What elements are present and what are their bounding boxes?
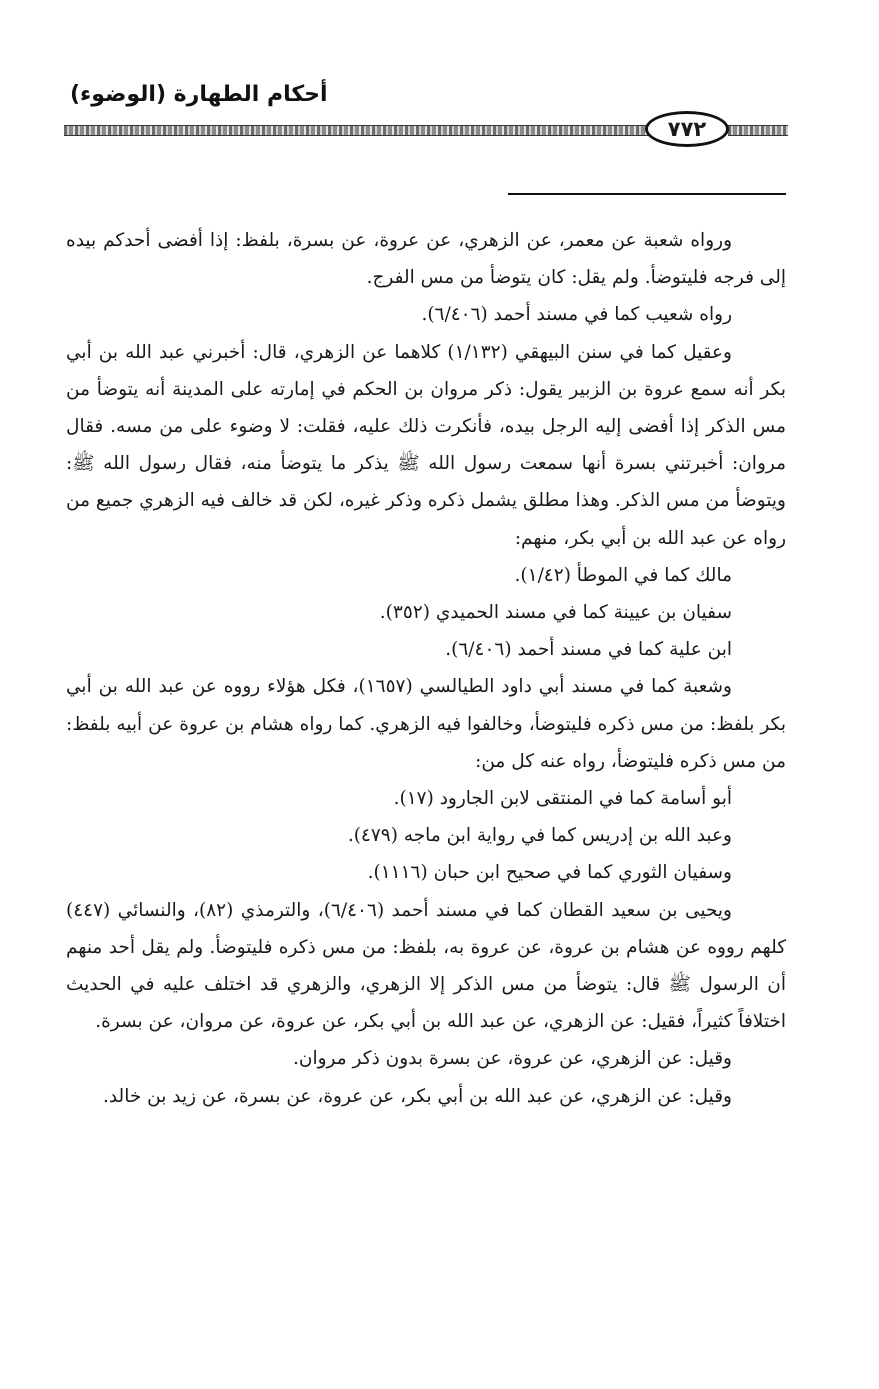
paragraph: رواه شعيب كما في مسند أحمد (٦/٤٠٦). (421, 304, 732, 326)
paragraph: أبو أسامة كما في المنتقى لابن الجارود (١٧). (393, 788, 732, 810)
paragraph: ويحيى بن سعيد القطان كما في مسند أحمد (٦/٤٠٦)، والترمذي (٨٢)، والنسائي (٤٤٧) كلهم رووه عن هشام بن عروة، عن عروة به، بلفظ: من مس ذكره فليتوضأ. ولم يقل أحد منهم أن الرسول ﷺ قال: يتوضأ من مس الذكر إلا الزهري، والزهري قد اختلف عليه في الحديث اختلافاً كثيراً، فقيل: عن الزهري، عن عبد الله بن أبي بكر، عن عروة، عن مروان، عن بسرة. (66, 899, 786, 1033)
paragraph: سفيان بن عيينة كما في مسند الحميدي (٣٥٢). (379, 602, 732, 624)
paragraph: وقيل: عن الزهري، عن عروة، عن بسرة بدون ذكر مروان. (293, 1048, 732, 1070)
paragraph: وسفيان الثوري كما في صحيح ابن حبان (١١١٦). (367, 862, 732, 884)
footnote-separator (508, 193, 786, 195)
paragraph: وعبد الله بن إدريس كما في رواية ابن ماجه (٤٧٩). (347, 825, 732, 847)
header-rule-right (728, 125, 788, 136)
paragraph: وقيل: عن الزهري، عن عبد الله بن أبي بكر، عن عروة، عن بسرة، عن زيد بن خالد. (102, 1085, 732, 1107)
paragraph: وشعبة كما في مسند أبي داود الطيالسي (١٦٥٧)، فكل هؤلاء رووه عن عبد الله بن أبي بكر بلفظ: من مس ذكره فليتوضأ، وخالفوا فيه الزهري. كما رواه هشام بن عروة عن أبيه بلفظ: من مس ذكره فليتوضأ، رواه عنه كل من: (66, 676, 786, 772)
paragraph: وعقيل كما في سنن البيهقي (١/١٣٢) كلاهما عن الزهري، قال: أخبرني عبد الله بن أبي بكر أنه سمع عروة بن الزبير يقول: ذكر مروان بن الحكم في إمارته على المدينة أنه يتوضأ من مس الذكر إذا أفضى إليه الرجل بيده، فأنكرت ذلك عليه، فقلت: لا وضوء على من مسه. فقال مروان: أخبرتني بسرة أنها سمعت رسول الله ﷺ يذكر ما يتوضأ منه، فقال رسول الله ﷺ: ويتوضأ من مس الذكر. وهذا مطلق يشمل ذكره وذكر غيره، لكن قد خالف فيه الزهري جميع من رواه عن عبد الله بن أبي بكر، منهم: (65, 341, 786, 549)
header-rule (64, 125, 648, 136)
paragraph: ورواه شعبة عن معمر، عن الزهري، عن عروة، عن بسرة، بلفظ: إذا أفضى أحدكم بيده إلى فرجه فليتوضأ. ولم يقل: كان يتوضأ من مس الفرج. (66, 230, 786, 289)
paragraph: ابن علية كما في مسند أحمد (٦/٤٠٦). (445, 639, 732, 661)
footnote-body (66, 222, 786, 1115)
page-number: ٧٧٢ (645, 111, 729, 147)
running-header-title: أحكام الطهارة (الوضوء) (70, 82, 328, 107)
paragraph: مالك كما في الموطأ (١/٤٢). (514, 564, 732, 586)
